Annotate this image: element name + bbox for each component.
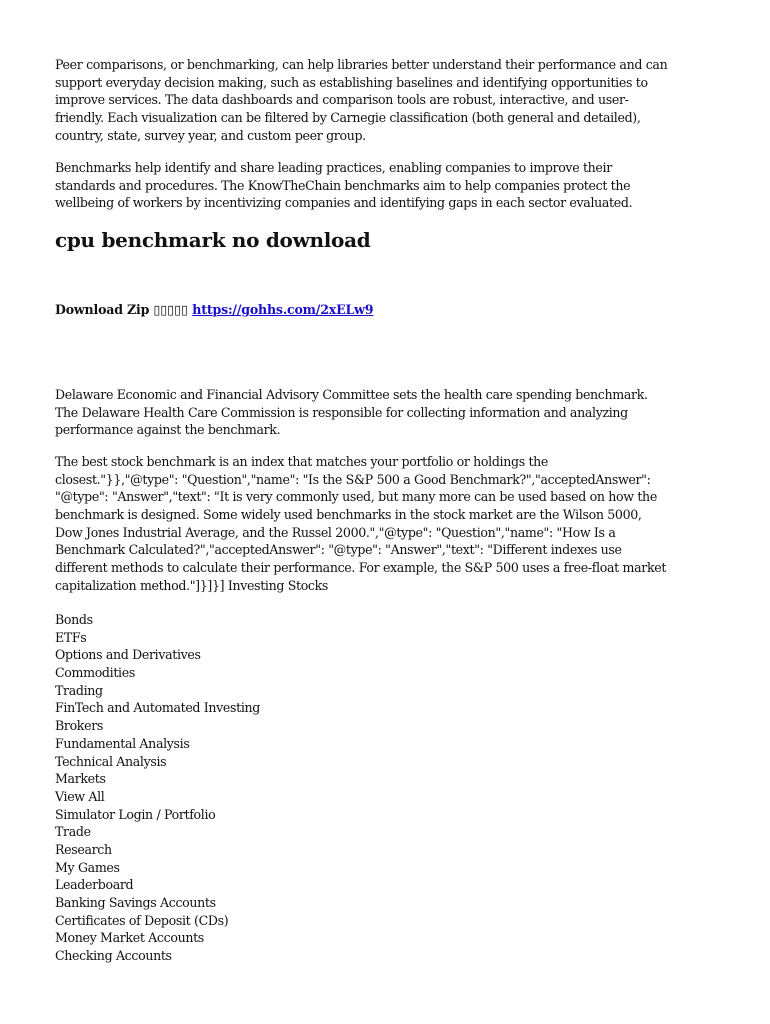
topic-list	[55, 611, 260, 965]
download-line	[55, 302, 373, 317]
paragraph-delaware	[55, 386, 648, 439]
text-line: improve services. The data dashboards and comparison tools are robust, interactive, and user-	[55, 92, 629, 108]
list-item: Markets	[55, 771, 106, 787]
text-line: The Delaware Health Care Commission is responsible for collecting information and analyzing	[55, 404, 628, 420]
list-item: Banking Savings Accounts	[55, 895, 216, 910]
page-title: cpu benchmark no download	[55, 228, 371, 252]
text-line: support everyday decision making, such as establishing baselines and identifying opportunities to	[55, 74, 648, 90]
list-item: Technical Analysis	[55, 753, 167, 769]
text-line: Peer comparisons, or benchmarking, can help libraries better understand their performance and can	[55, 57, 668, 72]
paragraph-stock-benchmark	[55, 453, 666, 595]
list-item: Brokers	[55, 718, 103, 734]
text-line: capitalization method."]}]}] Investing Stocks	[55, 577, 329, 593]
list-item: Money Market Accounts	[55, 930, 204, 946]
text-line: country, state, survey year, and custom peer group.	[55, 127, 366, 143]
download-label: Download Zip	[55, 302, 150, 317]
list-item: Research	[55, 841, 112, 857]
text-line: standards and procedures. The KnowTheChain benchmarks aim to help companies protect the	[55, 177, 631, 193]
list-item: My Games	[55, 859, 120, 875]
download-link[interactable]: https://gohhs.com/2xELw9	[192, 302, 374, 317]
text-line: Benchmarks help identify and share leading practices, enabling companies to improve their	[55, 160, 612, 175]
list-item: Leaderboard	[55, 877, 134, 893]
list-item: Fundamental Analysis	[55, 735, 190, 751]
text-line: "@type": "Answer","text": "It is very commonly used, but many more can be used based on how the	[55, 489, 657, 505]
text-line: Dow Jones Industrial Average, and the Russel 2000.","@type": "Question","name": "How Is a	[55, 524, 616, 540]
list-item: Options and Derivatives	[55, 647, 201, 663]
list-item: Simulator Login / Portfolio	[55, 806, 216, 822]
text-line: closest."}},"@type": "Question","name": "Is the S&P 500 a Good Benchmark?","acceptedAnswer":	[55, 471, 651, 487]
text-line: Benchmark Calculated?","acceptedAnswer": "@type": "Answer","text": "Different indexes use	[55, 542, 622, 558]
list-item: FinTech and Automated Investing	[55, 700, 261, 716]
text-line: friendly. Each visualization can be filtered by Carnegie classification (both general and detailed),	[55, 110, 641, 126]
list-item: Trading	[55, 682, 103, 698]
list-item: Commodities	[55, 665, 135, 681]
paragraph-peer-comparisons	[55, 56, 667, 144]
list-item: ETFs	[55, 629, 87, 645]
text-line: Delaware Economic and Financial Advisory Committee sets the health care spending benchmark.	[55, 387, 648, 402]
paragraph-benchmarks	[55, 159, 632, 212]
text-line: The best stock benchmark is an index that matches your portfolio or holdings the	[55, 454, 549, 469]
list-item: Bonds	[55, 612, 93, 627]
list-item: Checking Accounts	[55, 948, 172, 964]
list-item: View All	[55, 788, 105, 804]
text-line: wellbeing of workers by incentivizing companies and identifying gaps in each sector evaluated.	[55, 195, 633, 211]
list-item: Trade	[55, 824, 91, 840]
text-line: different methods to calculate their performance. For example, the S&P 500 uses a free-float market	[55, 560, 667, 576]
text-line: performance against the benchmark.	[55, 422, 281, 438]
list-item: Certificates of Deposit (CDs)	[55, 912, 229, 928]
missing-glyphs: ▯▯▯▯▯	[153, 302, 189, 317]
text-line: benchmark is designed. Some widely used benchmarks in the stock market are the Wilson 5000,	[55, 507, 642, 523]
